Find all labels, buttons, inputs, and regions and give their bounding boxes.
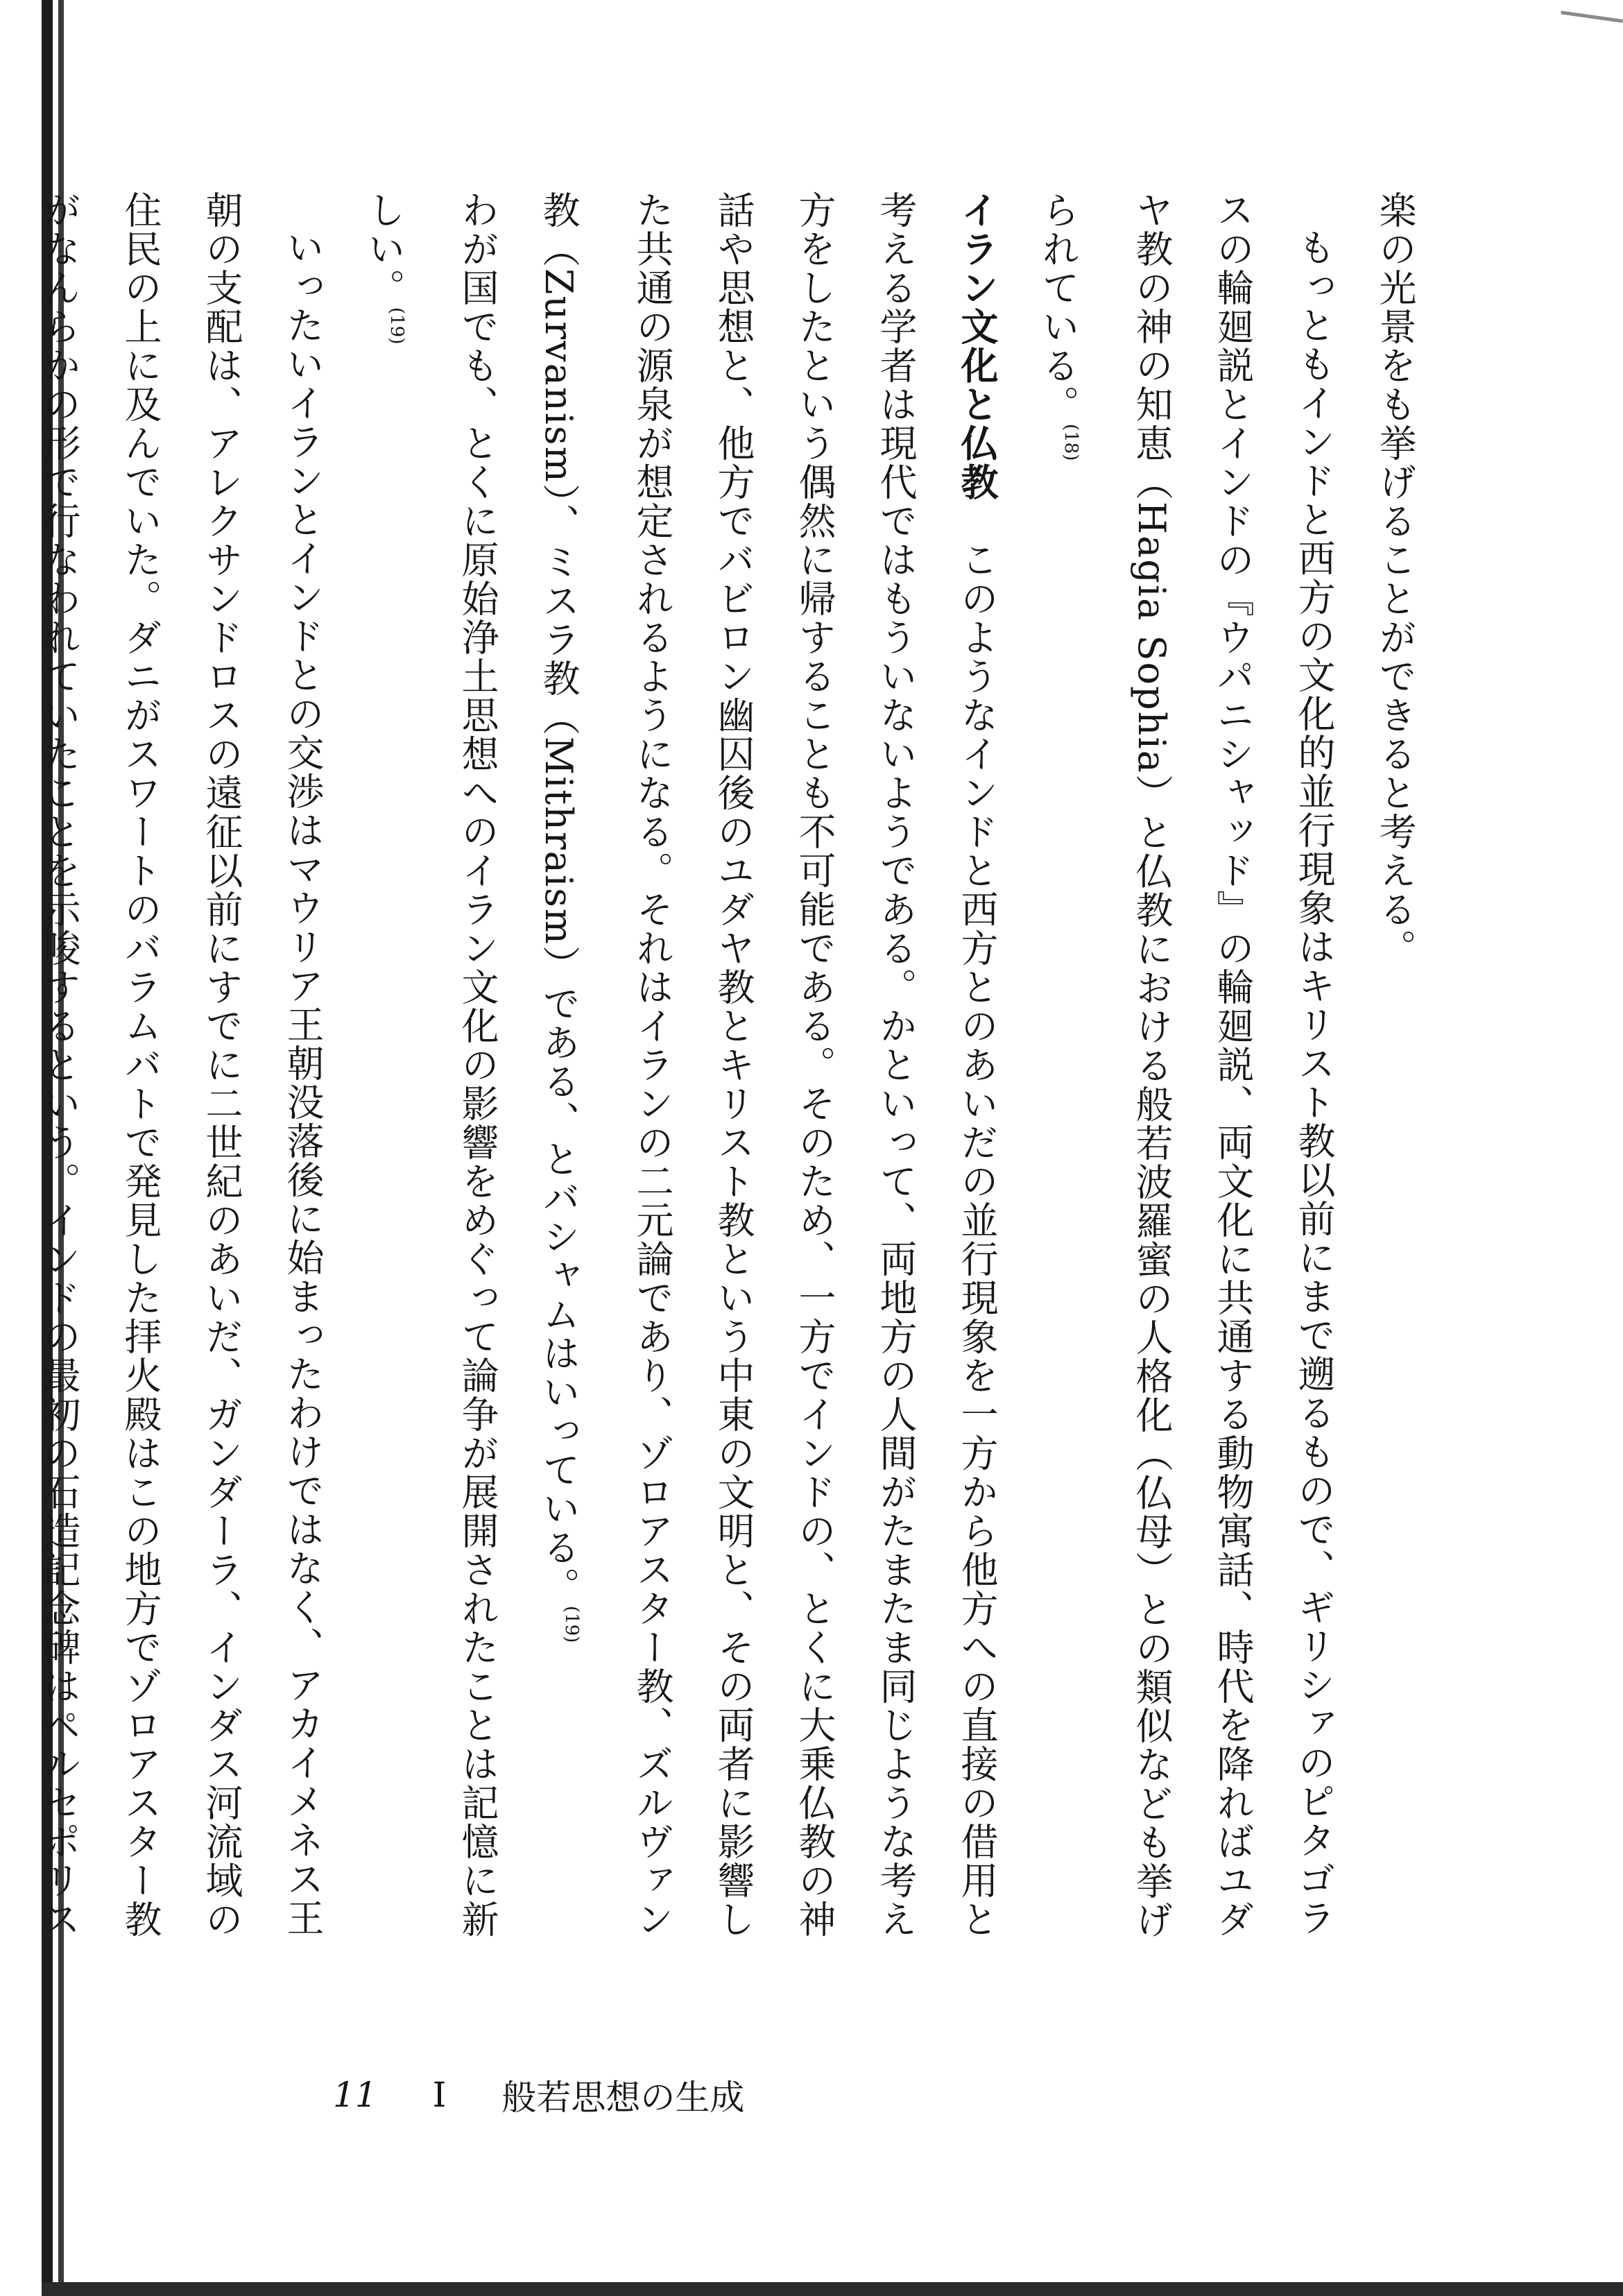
paragraph-4	[343, 191, 518, 1973]
part-number: I	[432, 2075, 447, 2115]
paragraph-5-text: いったいイランとインドとの交渉はマウリア王朝没落後に始まったわけではなく、アカイメネス王朝の支配は、アレクサンドロスの遠征以前にすでに二世紀のあいだ、ガンダーラ、インダス河流域の住民の上に及んでいた。ダニがスワートのバラムバトで発見した拝火殿はこの地方でゾロアスター教がなんらかの形で行なわれていたことを示唆するという。インドの最初の石造記念碑はペルセポリス	[37, 191, 325, 1939]
note-ref-19a: (19)	[561, 1606, 582, 1643]
chapter-title: 般若思想の生成	[501, 2077, 745, 2118]
paragraph-3	[518, 191, 1017, 1973]
note-ref-19b: (19)	[386, 307, 407, 345]
paragraph-4-text: わが国でも、とくに原始浄土思想へのイラン文化の影響をめぐって論争が展開されたことは記憶に新しい。	[362, 191, 499, 1939]
paragraph-2	[1017, 191, 1355, 1973]
paragraph-2-text: もっともインドと西方の文化的並行現象はキリスト教以前にまで遡るもので、ギリシァのピタゴラスの輪廻説とインドの『ウパニシャッド』の輪廻説、両文化に共通する動物寓話、時代を降ればユダヤ教の神の知恵（Hagia Sophia）と仏教における般若波羅蜜の人格化（仏母）との類似なども挙げられている。	[1036, 191, 1336, 1939]
page-footer	[333, 2074, 744, 2116]
paragraph-3-text: このようなインドと西方とのあいだの並行現象を一方から他方への直接の借用と考える学者は現代ではもういないようである。かといって、両地方の人間がたまたま同じような考え方をしたという偶然に帰することも不可能である。そのため、一方でインドの、とくに大乗仏教の神話や思想と、他方でバビロン幽囚後のユダヤ教とキリスト教という中東の文明と、その両者に影響した共通の源泉が想定されるようになる。それはイランの二元論であり、ゾロアスター教、ズルヴァン教（Zurvanism）、ミスラ教（Mithraism）である、とバシャムはいっている。	[537, 191, 999, 1939]
vertical-text-body	[37, 191, 1436, 1973]
section-heading: イラン文化と仏教	[955, 191, 999, 502]
paragraph-1	[1355, 191, 1436, 1973]
paragraph-1-text: 楽の光景をも挙げることができると考える。	[1373, 191, 1417, 968]
page-number: 11	[333, 2075, 377, 2115]
scan-bottom-edge	[42, 2282, 1623, 2296]
note-ref-18: (18)	[1060, 424, 1081, 461]
scan-corner-mark	[1558, 10, 1623, 43]
paragraph-5	[0, 191, 343, 1973]
